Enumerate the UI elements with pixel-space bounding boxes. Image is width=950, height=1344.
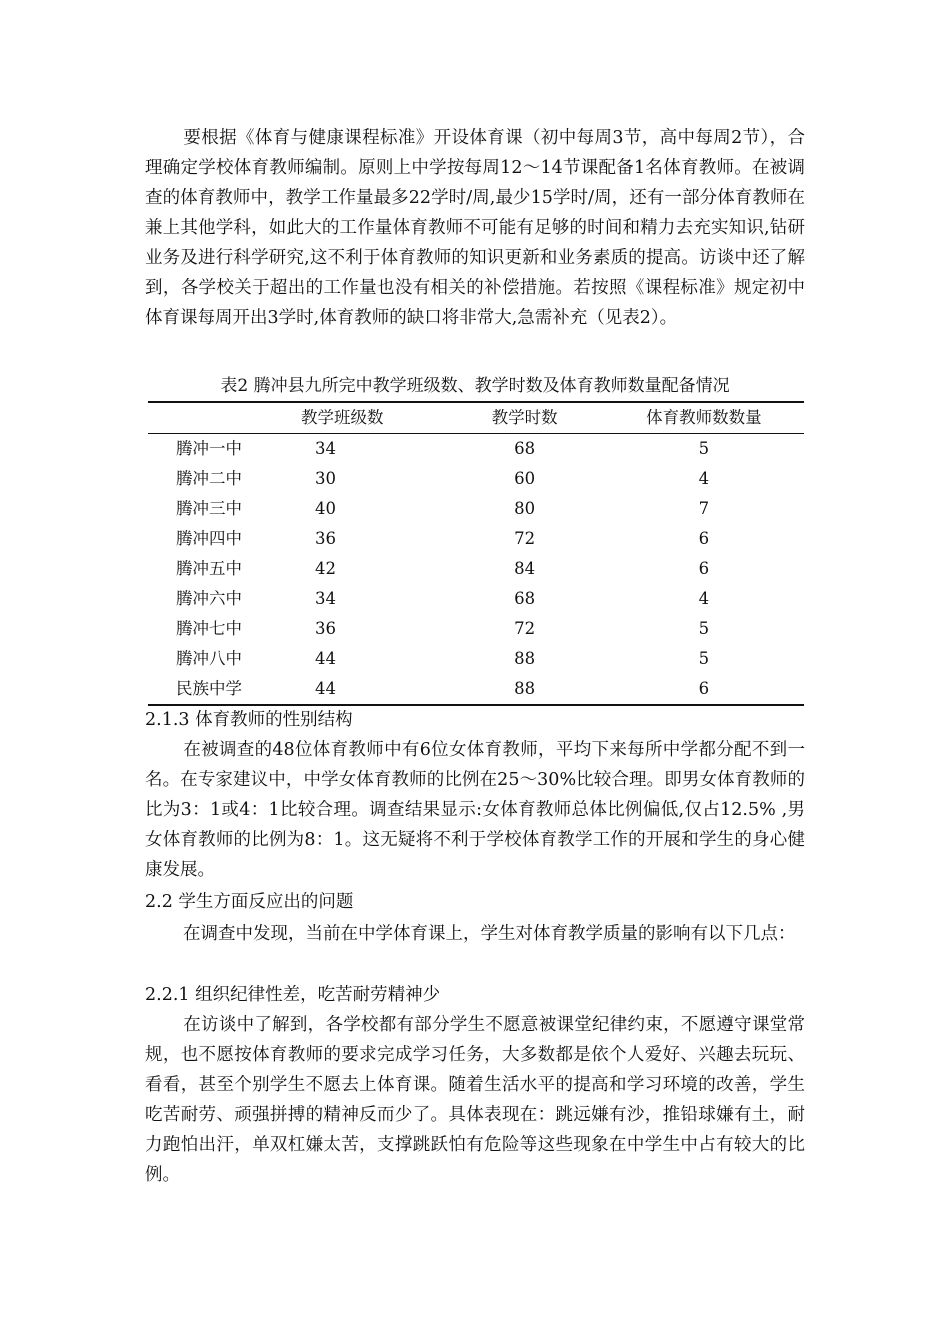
table-row — [148, 584, 804, 614]
cell-classes: 44 — [315, 649, 336, 668]
paragraph-gender — [145, 735, 805, 885]
table-header-row — [148, 402, 804, 434]
cell-school: 腾冲四中 — [176, 529, 242, 548]
cell-teachers: 5 — [698, 649, 710, 668]
table-row — [148, 494, 804, 524]
cell-school: 腾冲八中 — [176, 649, 242, 668]
table-row — [148, 644, 804, 674]
paragraph-students-intro-text: 在调查中发现，当前在中学体育课上，学生对体育教学质量的影响有以下几点： — [183, 924, 796, 944]
cell-teachers: 5 — [698, 439, 710, 458]
cell-teachers: 4 — [698, 469, 710, 488]
cell-hours: 84 — [514, 559, 536, 578]
paragraph-staffing-text: 要根据《体育与健康课程标准》开设体育课（初中每周3节，高中每周2节），合理确定学校体育教师编制。原则上中学按每周12～14节课配备1名体育教师。在被调查的体育教师中，教学工作量最多22学时/周,最少15学时/周，还有一部分体育教师在兼上其他学科，如此大的工作量体育教师不可能有足够的时间和精力去充实知识,钻研业务及进行科学研究,这不利于体育教师的知识更新和业务素质的提高。访谈中还了解到，各学校关于超出的工作量也没有相关的补偿措施。若按照《课程标准》规定初中体育课每周开出3学时,体育教师的缺口将非常大,急需补充（见表2）。 — [145, 128, 805, 328]
cell-classes: 34 — [315, 439, 336, 458]
cell-hours: 72 — [514, 529, 536, 548]
cell-school: 腾冲七中 — [176, 619, 242, 638]
cell-hours: 88 — [514, 649, 536, 668]
cell-school: 腾冲六中 — [176, 589, 242, 608]
cell-hours: 60 — [514, 469, 536, 488]
cell-school: 腾冲二中 — [176, 469, 242, 488]
paragraph-gender-text: 在被调查的48位体育教师中有6位女体育教师，平均下来每所中学都分配不到一名。在专家建议中，中学女体育教师的比例在25～30%比较合理。即男女体育教师的比为3：1或4：1比较合理。调查结果显示:女体育教师总体比例偏低,仅占12.5% ,男女体育教师的比例为8：1。这无疑将不利于学校体育教学工作的开展和学生的身心健康发展。 — [145, 740, 805, 880]
cell-hours: 68 — [514, 589, 536, 608]
header-school — [148, 402, 297, 434]
table-row — [148, 614, 804, 644]
cell-hours: 68 — [514, 439, 536, 458]
cell-school: 腾冲五中 — [176, 559, 242, 578]
cell-hours: 88 — [514, 679, 536, 698]
cell-teachers: 5 — [698, 619, 710, 638]
cell-teachers: 4 — [698, 589, 710, 608]
cell-teachers: 6 — [698, 529, 710, 548]
cell-teachers: 6 — [698, 559, 710, 578]
cell-classes: 36 — [315, 619, 336, 638]
cell-classes: 34 — [315, 589, 336, 608]
table-row — [148, 434, 804, 465]
cell-hours: 72 — [514, 619, 536, 638]
cell-school: 腾冲三中 — [176, 499, 242, 518]
header-classes: 教学班级数 — [297, 402, 446, 434]
paragraph-discipline-text: 在访谈中了解到，各学校都有部分学生不愿意被课堂纪律约束，不愿遵守课堂常规，也不愿按体育教师的要求完成学习任务，大多数都是依个人爱好、兴趣去玩玩、看看，甚至个别学生不愿去上体育课。随着生活水平的提高和学习环境的改善，学生吃苦耐劳、顽强拼搏的精神反而少了。具体表现在：跳远嫌有沙，推铅球嫌有土，耐力跑怕出汗，单双杠嫌太苦，支撑跳跃怕有危险等这些现象在中学生中占有较大的比例。 — [145, 1015, 805, 1185]
section-heading-2-2: 2.2 学生方面反应出的问题 — [145, 892, 354, 912]
cell-teachers: 7 — [698, 499, 710, 518]
cell-school: 民族中学 — [176, 679, 242, 698]
table-row — [148, 524, 804, 554]
cell-school: 腾冲一中 — [176, 439, 242, 458]
cell-classes: 30 — [315, 469, 336, 488]
table-row — [148, 674, 804, 705]
header-teachers: 体育教师数数量 — [604, 402, 804, 434]
header-hours: 教学时数 — [446, 402, 604, 434]
cell-classes: 42 — [315, 559, 336, 578]
paragraph-discipline — [145, 1010, 805, 1190]
paragraph-students-intro — [145, 919, 805, 949]
cell-classes: 36 — [315, 529, 336, 548]
table-caption: 表2 腾冲县九所完中教学班级数、教学时数及体育教师数量配备情况 — [220, 376, 730, 396]
cell-classes: 40 — [315, 499, 336, 518]
table-row — [148, 554, 804, 584]
cell-hours: 80 — [514, 499, 536, 518]
paragraph-staffing — [145, 123, 805, 333]
table-row — [148, 464, 804, 494]
cell-teachers: 6 — [698, 679, 710, 698]
cell-classes: 44 — [315, 679, 336, 698]
staffing-table — [148, 401, 804, 706]
section-heading-2-2-1: 2.2.1 组织纪律性差，吃苦耐劳精神少 — [145, 985, 441, 1005]
section-heading-2-1-3: 2.1.3 体育教师的性别结构 — [145, 710, 353, 730]
